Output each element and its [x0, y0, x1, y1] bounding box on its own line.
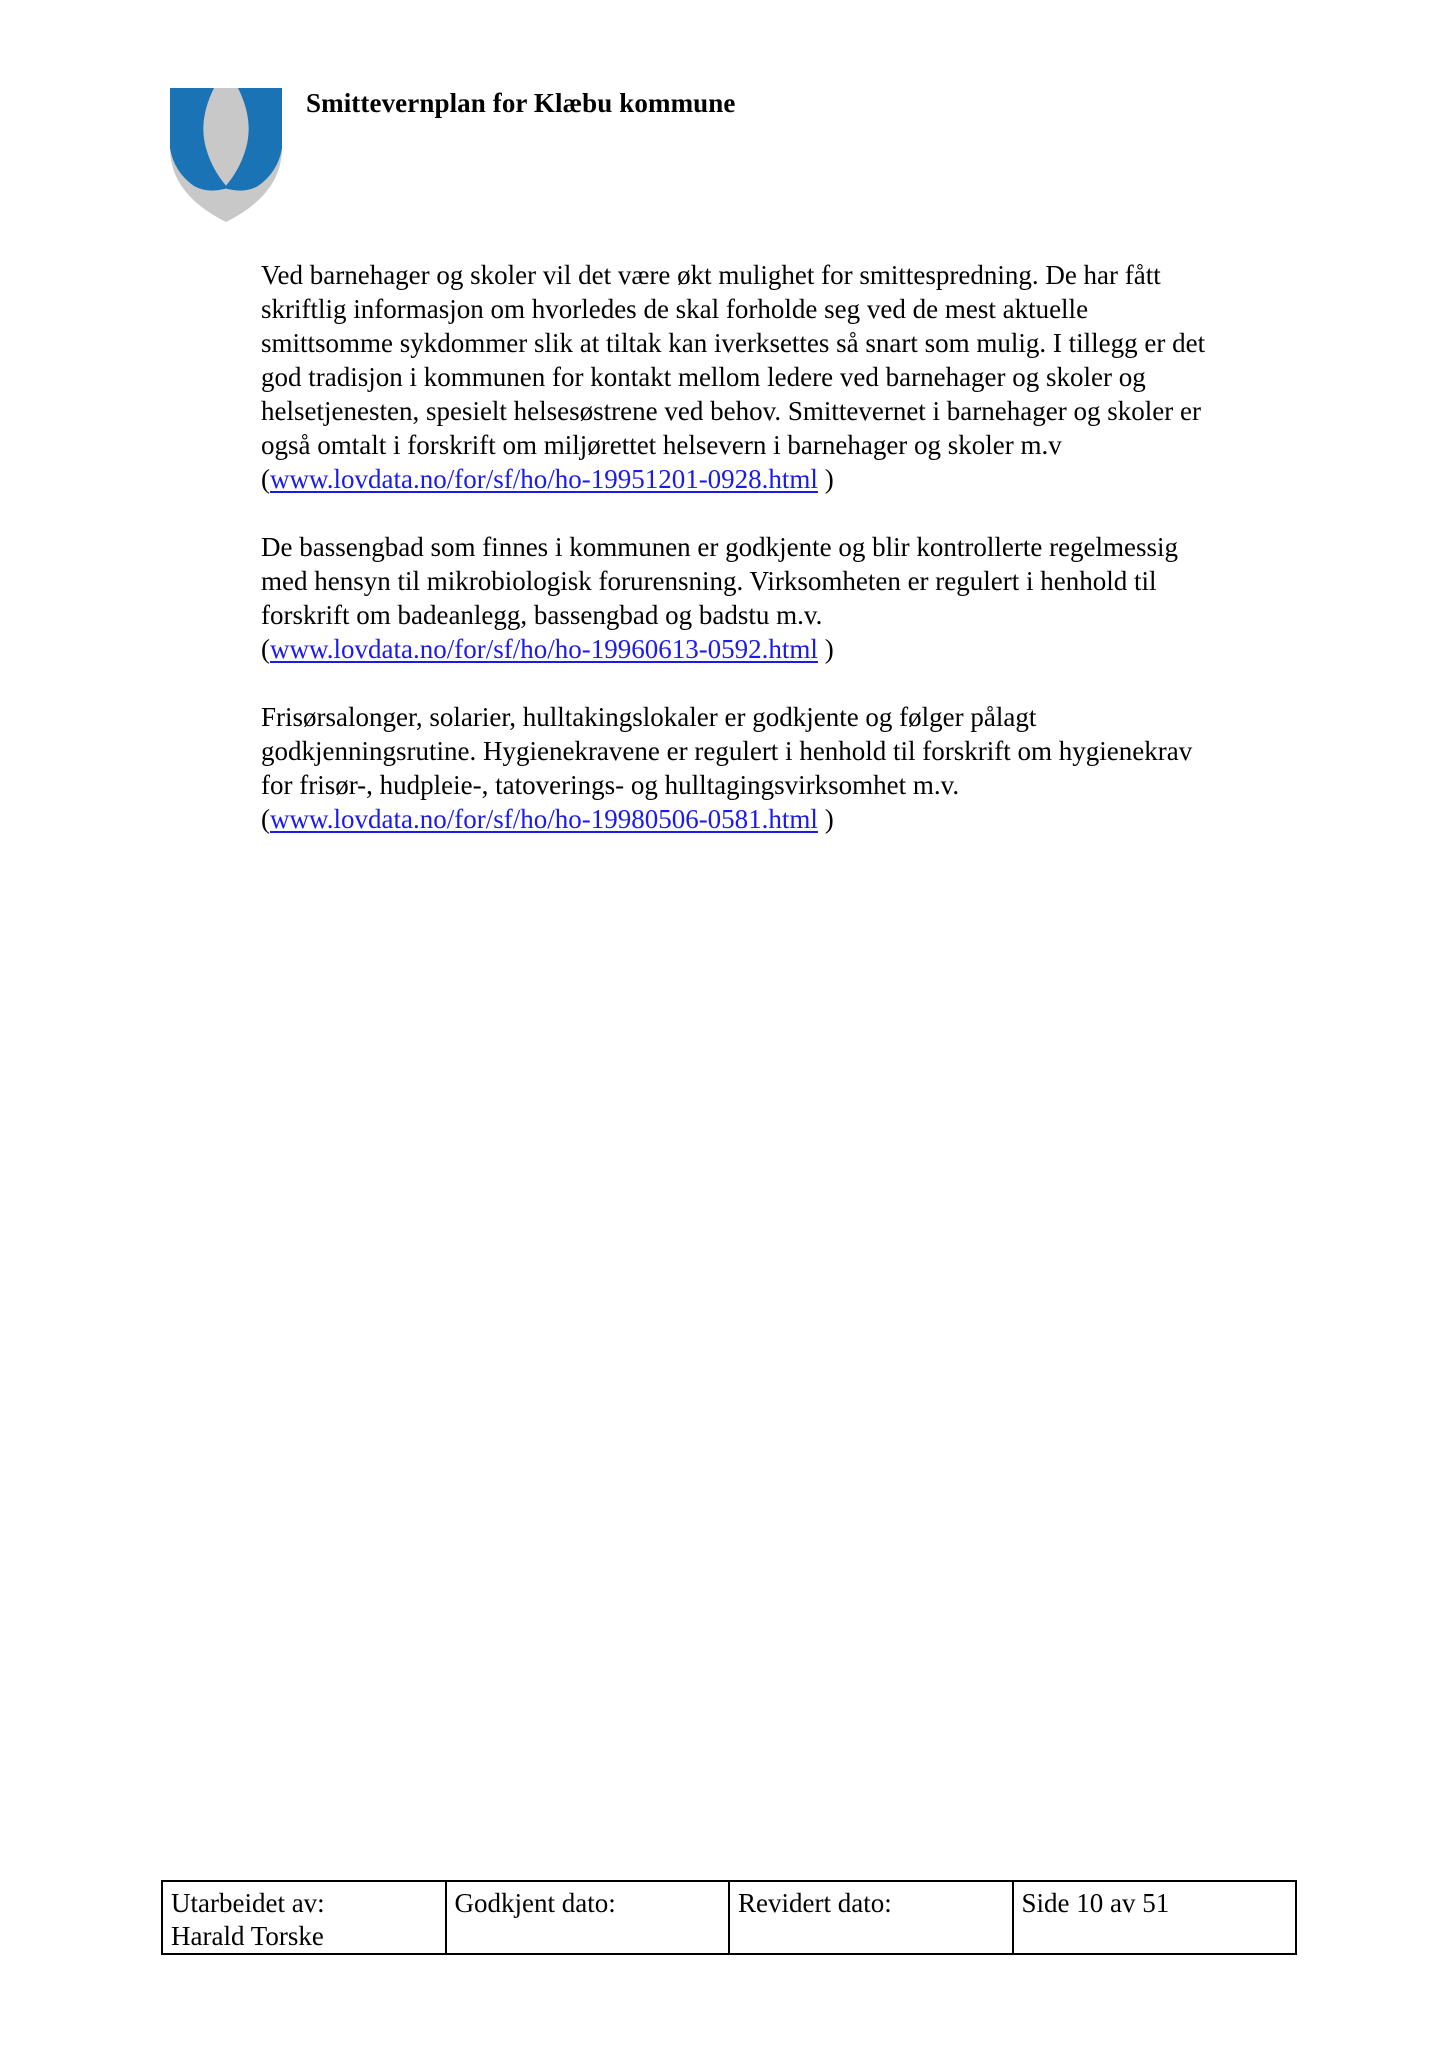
text-line: god tradisjon i kommunen for kontakt mellom ledere ved barnehager og skoler og	[261, 362, 1146, 392]
footer-page-number	[1013, 1881, 1297, 1954]
link-line	[261, 632, 1301, 666]
lovdata-link-2[interactable]: www.lovdata.no/for/sf/ho/ho-19960613-0592.html	[270, 634, 818, 664]
approved-date-label: Godkjent dato:	[454, 1888, 616, 1918]
link-close-paren: )	[817, 464, 834, 494]
text-line: for frisør-, hudpleie-, tatoverings- og hulltagingsvirksomhet m.v.	[261, 770, 960, 800]
paragraph-swimming-pools	[261, 530, 1301, 666]
link-line	[261, 462, 1301, 496]
municipal-coat-of-arms-icon	[168, 86, 284, 224]
paragraph-kindergartens-schools	[261, 258, 1301, 496]
footer-revised-date	[729, 1881, 1013, 1954]
link-open-paren: (	[261, 634, 270, 664]
link-open-paren: (	[261, 804, 270, 834]
footer-row	[162, 1881, 1296, 1954]
link-close-paren: )	[817, 804, 834, 834]
link-close-paren: )	[817, 634, 834, 664]
link-open-paren: (	[261, 464, 270, 494]
prepared-by-label: Utarbeidet av:	[171, 1888, 325, 1918]
document-body	[261, 258, 1301, 870]
text-line: godkjenningsrutine. Hygienekravene er regulert i henhold til forskrift om hygienekrav	[261, 736, 1193, 766]
text-line: skriftlig informasjon om hvorledes de skal forholde seg ved de mest aktuelle	[261, 294, 1089, 324]
revised-date-label: Revidert dato:	[738, 1888, 892, 1918]
page-number: Side 10 av 51	[1021, 1888, 1170, 1918]
link-line	[261, 802, 1301, 836]
footer-table	[161, 1880, 1297, 1955]
document-title: Smittevernplan for Klæbu kommune	[306, 88, 736, 118]
text-line: Ved barnehager og skoler vil det være økt mulighet for smittespredning. De har fått	[261, 260, 1161, 290]
text-line: forskrift om badeanlegg, bassengbad og badstu m.v.	[261, 600, 823, 630]
footer-prepared-by	[162, 1881, 446, 1954]
text-line: De bassengbad som finnes i kommunen er godkjente og blir kontrollerte regelmessig	[261, 532, 1179, 562]
lovdata-link-1[interactable]: www.lovdata.no/for/sf/ho/ho-19951201-0928.html	[270, 464, 818, 494]
text-line: helsetjenesten, spesielt helsesøstrene ved behov. Smittevernet i barnehager og skoler er	[261, 396, 1201, 426]
prepared-by-name: Harald Torske	[171, 1921, 324, 1951]
text-line: med hensyn til mikrobiologisk forurensning. Virksomheten er regulert i henhold til	[261, 566, 1157, 596]
lovdata-link-3[interactable]: www.lovdata.no/for/sf/ho/ho-19980506-0581.html	[270, 804, 818, 834]
text-line: Frisørsalonger, solarier, hulltakingslokaler er godkjente og følger pålagt	[261, 702, 1037, 732]
footer-approved-date	[446, 1881, 730, 1954]
text-line: smittsomme sykdommer slik at tiltak kan iverksettes så snart som mulig. I tillegg er det	[261, 328, 1206, 358]
text-line: også omtalt i forskrift om miljørettet helsevern i barnehager og skoler m.v	[261, 430, 1062, 460]
paragraph-hairdressers	[261, 700, 1301, 836]
